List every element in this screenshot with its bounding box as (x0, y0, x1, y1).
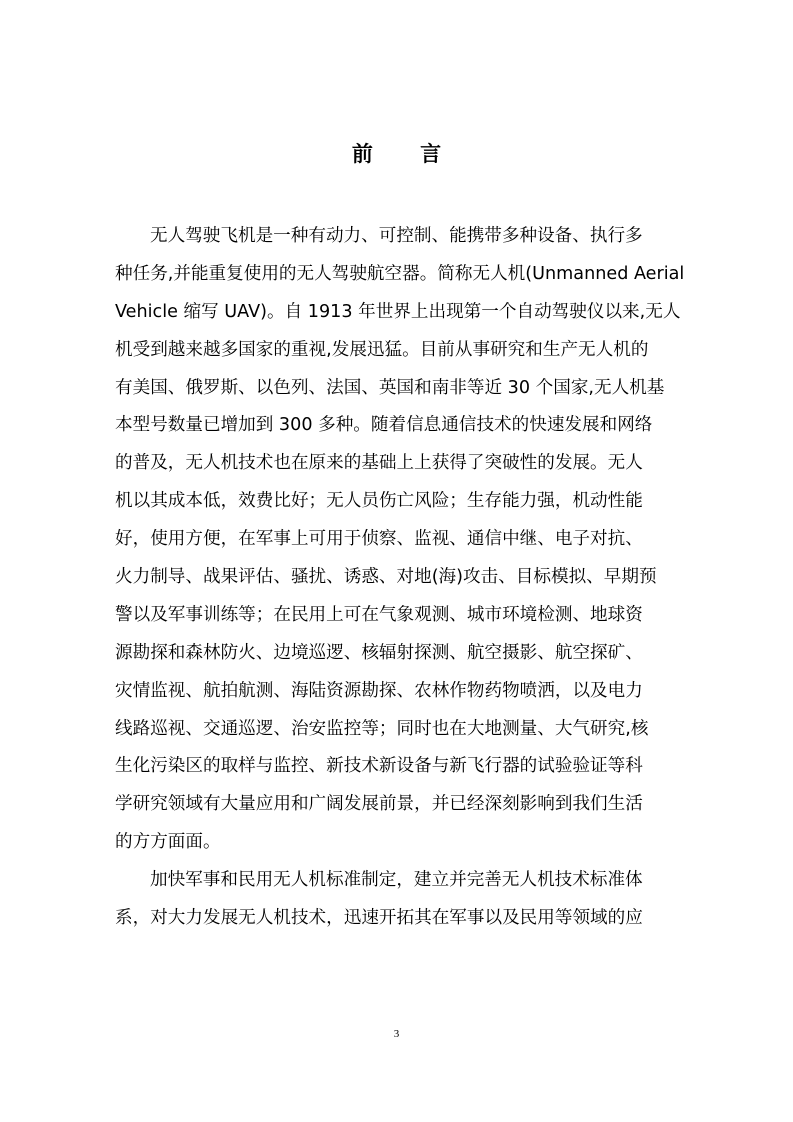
page-title: 前 言 (351, 142, 462, 166)
paragraph-1-line-6: 本型号数量已增加到 300 多种。随着信息通信技术的快速发展和网络 (115, 415, 653, 436)
paragraph-1-line-1: 无人驾驶飞机是一种有动力、可控制、能携带多种设备、执行多 (150, 226, 643, 246)
body-text (115, 218, 685, 938)
paragraph-1-line-3: Vehicle 缩写 UAV)。自 1913 年世界上出现第一个自动驾驶仪以来,无人 (115, 301, 681, 322)
paragraph-1-line-16: 学研究领域有大量应用和广阔发展前景，并已经深刻影响到我们生活 (115, 794, 643, 815)
paragraph-1-line-4: 机受到越来越多国家的重视,发展迅猛。目前从事研究和生产无人机的 (115, 339, 649, 360)
paragraph-1-line-2: 种任务,并能重复使用的无人驾驶航空器。简称无人机(Unmanned Aerial (115, 263, 685, 284)
paragraph-1-line-9: 好，使用方便，在军事上可用于侦察、监视、通信中继、电子对抗、 (115, 529, 643, 550)
paragraph-1-line-13: 灾情监视、航拍航测、海陆资源勘探、农林作物药物喷洒，以及电力 (115, 680, 643, 701)
paragraph-1-line-5: 有美国、俄罗斯、以色列、法国、英国和南非等近 30 个国家,无人机基 (115, 377, 665, 398)
paragraph-2-line-1: 加快军事和民用无人机标准制定，建立并完善无人机技术标准体 (150, 870, 643, 891)
paragraph-1-line-11: 警以及军事训练等；在民用上可在气象观测、城市环境检测、地球资 (115, 604, 643, 625)
paragraph-1-line-10: 火力制导、战果评估、骚扰、诱惑、对地(海)攻击、目标模拟、早期预 (115, 567, 657, 588)
paragraph-1-line-15: 生化污染区的取样与监控、新技术新设备与新飞行器的试验验证等科 (115, 756, 643, 777)
paragraph-2-line-2: 系，对大力发展无人机技术，迅速开拓其在军事以及民用等领域的应 (115, 908, 643, 929)
paragraph-1-line-14: 线路巡视、交通巡逻、治安监控等；同时也在大地测量、大气研究,核 (115, 718, 649, 739)
paragraph-1-line-17: 的方方面面。 (115, 832, 221, 853)
paragraph-1-line-8: 机以其成本低，效费比好；无人员伤亡风险；生存能力强，机动性能 (115, 491, 643, 512)
paragraph-1-line-12: 源勘探和森林防火、边境巡逻、核辐射探测、航空摄影、航空探矿、 (115, 642, 643, 663)
page-number: 3 (393, 1028, 400, 1040)
paragraph-1-line-7: 的普及，无人机技术也在原来的基础上上获得了突破性的发展。无人 (115, 453, 643, 474)
